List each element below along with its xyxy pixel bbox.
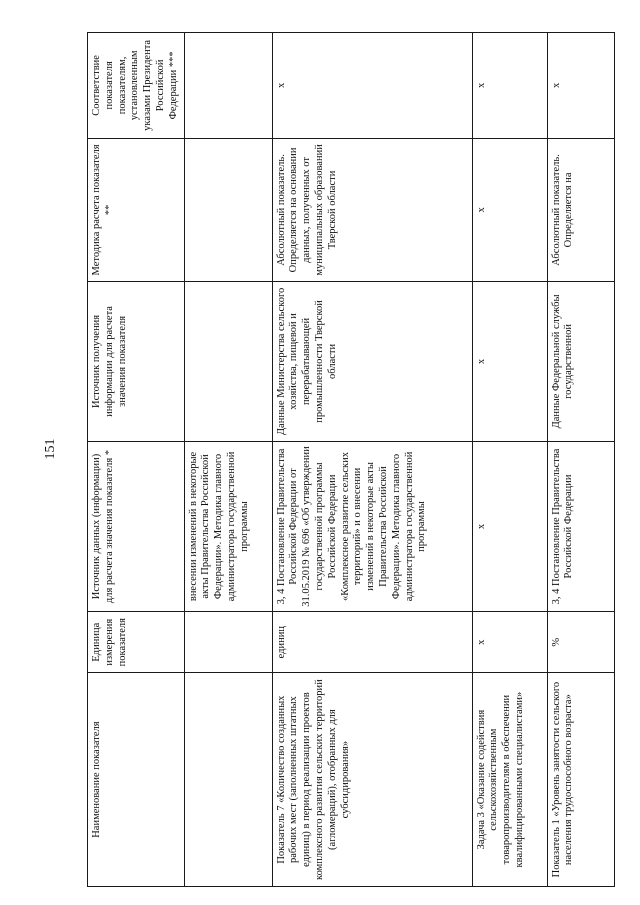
cell-name [184,673,272,887]
cell-source: х [472,441,547,611]
cell-match: х [547,33,614,139]
cell-name: Показатель 7 «Количество созданных рабочих мест (заполненных штатных единиц) в период реализации проектов комплексного развития сельских территорий (агломераций), отобранных для субсидирования» [272,673,472,887]
cell-name: Задача 3 «Оказание содействия сельскохозяйственным товаропроизводителям в обеспечении квалифицированными специалистами» [472,673,547,887]
cell-info: Данные Федеральной службы государственной [547,282,614,442]
cell-info [184,282,272,442]
page-number: 151 [43,438,58,460]
cell-info: х [472,282,547,442]
cell-unit [184,612,272,673]
cell-unit: х [472,612,547,673]
cell-match [184,33,272,139]
cell-unit: единиц [272,612,472,673]
rotated-table-container [87,32,602,887]
header-unit: Единица измерения показателя [88,612,185,673]
cell-info: Данные Министерства сельского хозяйства, пищевой и перерабатывающей промышленности Тверской области [272,282,472,442]
table-row [184,33,272,887]
header-source: Источник данных (информации) для расчета значения показателя * [88,441,185,611]
cell-match: х [272,33,472,139]
cell-match: х [472,33,547,139]
header-match: Соответствие показателя показателям, установленным указами Президента Российской Федерации *** [88,33,185,139]
table-row [272,33,472,887]
cell-unit: % [547,612,614,673]
cell-method [184,138,272,281]
cell-method: Абсолютный показатель. Определяется на основании данных, полученных от муниципальных образований Тверской области [272,138,472,281]
cell-method: Абсолютный показатель. Определяется на [547,138,614,281]
table-row [547,33,614,887]
cell-name: Показатель 1 «Уровень занятости сельского населения трудоспособного возраста» [547,673,614,887]
cell-method: х [472,138,547,281]
indicators-table [87,32,615,887]
header-name: Наименование показателя [88,673,185,887]
table-header-row [88,33,185,887]
table-row [472,33,547,887]
cell-source: 3, 4 Постановление Правительства Российской Федерации [547,441,614,611]
header-info: Источник получения информации для расчета значения показателя [88,282,185,442]
cell-source: 3, 4 Постановление Правительства Российской Федерации от 31.05.2019 № 696 «Об утверждении государственной программы Российской Федерации «Комплексное развитие сельских территорий» и о внесении изменений в некоторые акты Правительства Российской Федерации». Методика главного администратора государственной программы [272,441,472,611]
header-method: Методика расчета показателя ** [88,138,185,281]
cell-source: внесении изменений в некоторые акты Правительства Российской Федерации». Методика главного администратора государственной программы [184,441,272,611]
